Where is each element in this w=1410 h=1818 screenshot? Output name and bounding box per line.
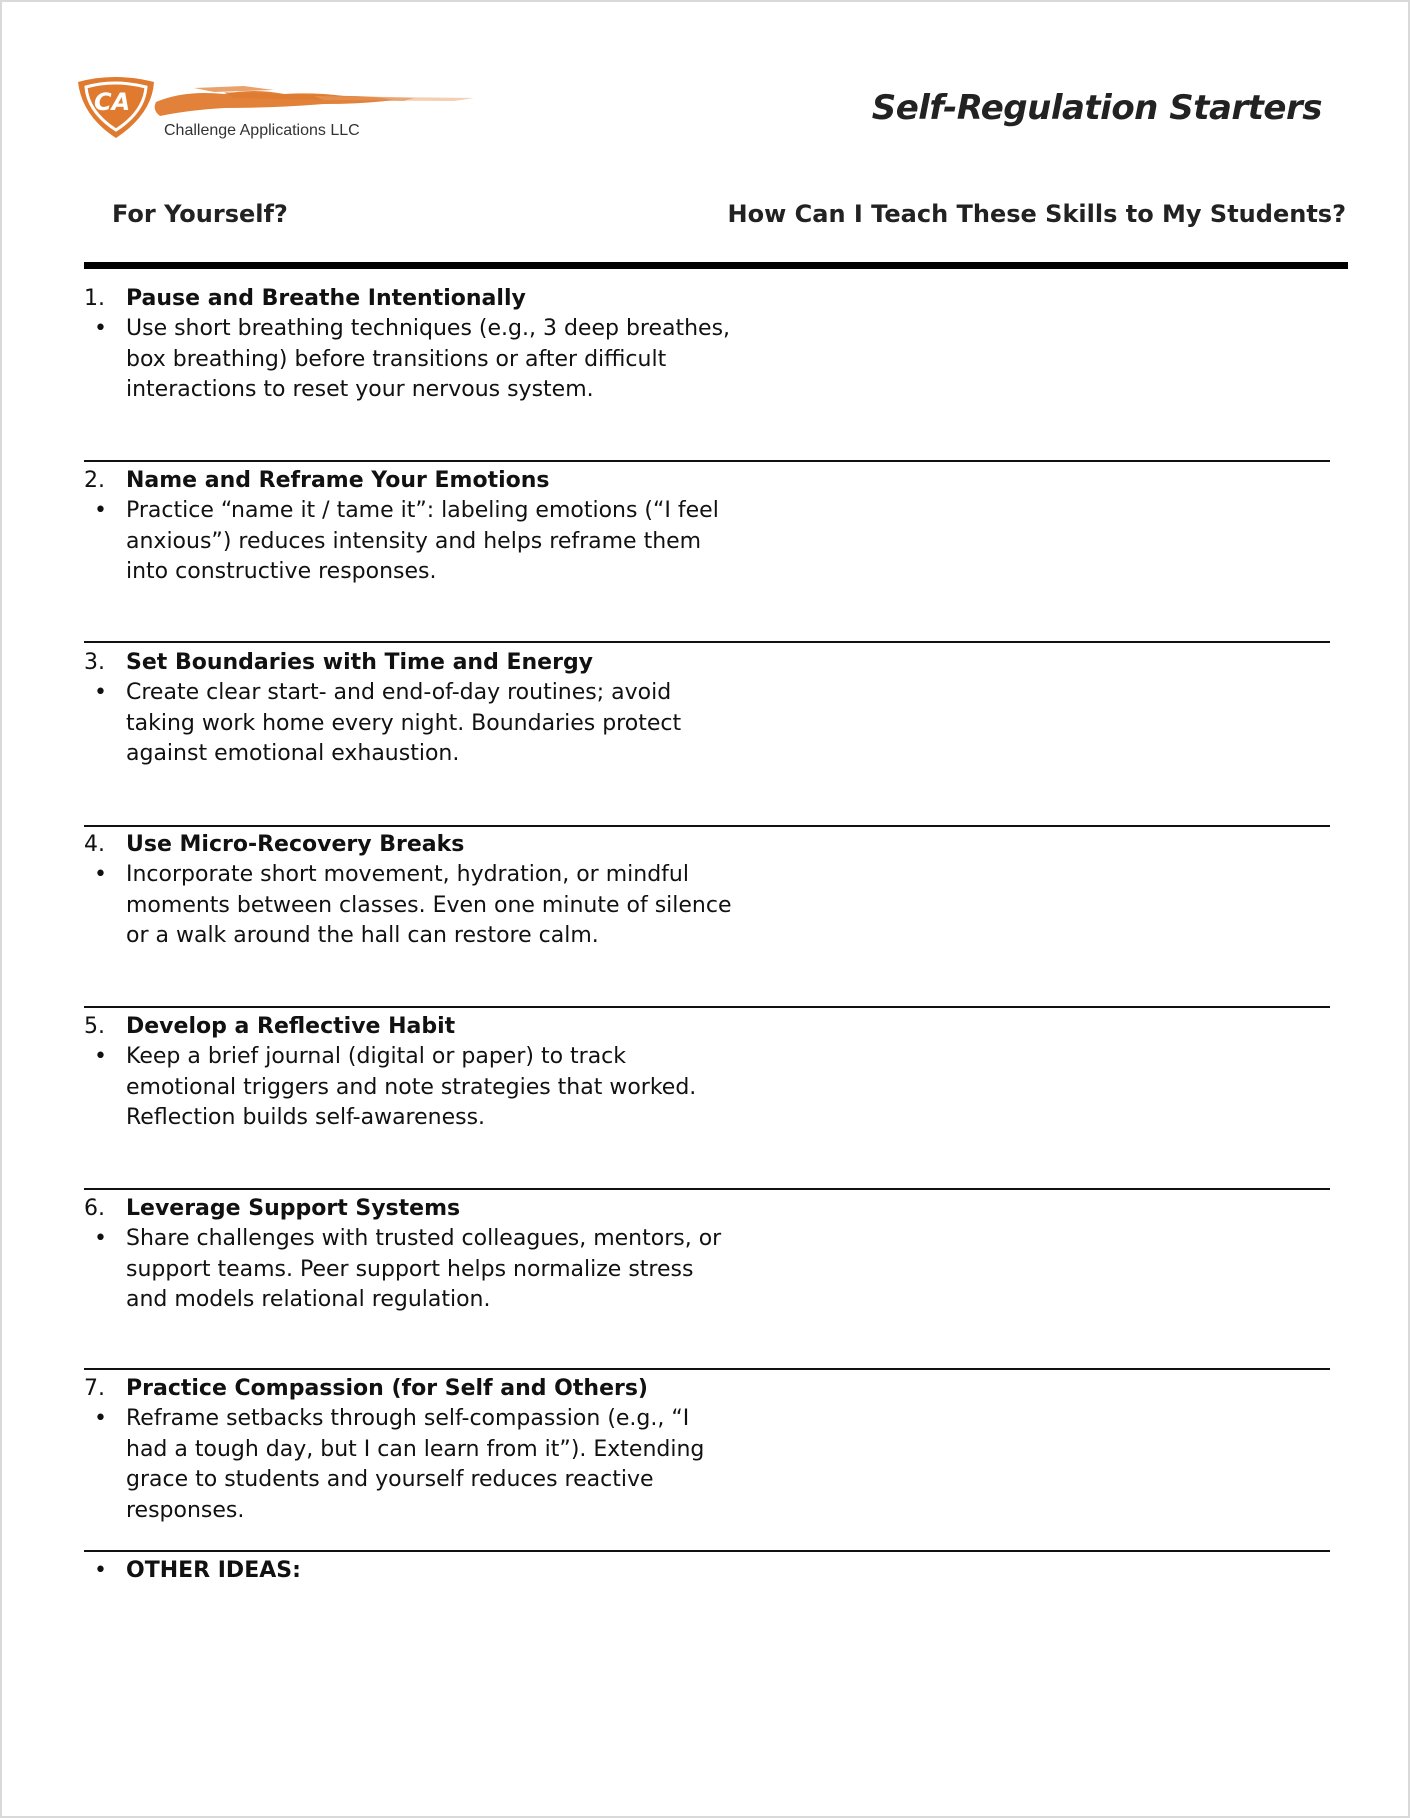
- section-divider: [84, 641, 1330, 643]
- item-number: 2.: [84, 468, 105, 493]
- bullet-icon: •: [94, 316, 107, 341]
- item-bullet-text: Keep a brief journal (digital or paper) to track emotional triggers and note strategies that worked. Reflection builds self-awareness.: [126, 1044, 697, 1130]
- item-number: 6.: [84, 1196, 105, 1221]
- list-item: [84, 1194, 1330, 1370]
- section-divider: [84, 1006, 1330, 1008]
- bullet-icon: •: [94, 1558, 107, 1583]
- item-bullet-text: Practice “name it / tame it”: labeling emotions (“I feel anxious”) reduces intensity and helps reframe them into constructive responses.: [126, 498, 719, 584]
- page-title: Self-Regulation Starters: [871, 88, 1322, 128]
- item-bullet: [94, 496, 734, 588]
- header-divider: [84, 262, 1348, 269]
- item-title-text: Pause and Breathe Intentionally: [126, 286, 526, 311]
- item-bullet-text: Incorporate short movement, hydration, or mindful moments between classes. Even one minute of silence or a walk around the hall can restore calm.: [126, 862, 732, 948]
- bullet-icon: •: [94, 1226, 107, 1251]
- item-title: [84, 1012, 455, 1042]
- bullet-icon: •: [94, 498, 107, 523]
- item-bullet: [94, 860, 734, 952]
- item-bullet: [94, 1042, 734, 1134]
- item-number: 7.: [84, 1376, 105, 1401]
- bullet-icon: •: [94, 680, 107, 705]
- item-title: [84, 466, 550, 496]
- other-ideas-label: [94, 1556, 301, 1586]
- item-bullet: [94, 314, 734, 406]
- bullet-icon: •: [94, 862, 107, 887]
- item-number: 1.: [84, 286, 105, 311]
- left-column-heading: For Yourself?: [112, 200, 288, 228]
- item-bullet-text: Reframe setbacks through self-compassion (e.g., “I had a tough day, but I can learn from it”). Extending grace to students and yourself reduces reactive responses.: [126, 1406, 705, 1523]
- item-title-text: Develop a Reflective Habit: [126, 1014, 456, 1039]
- item-number: 4.: [84, 832, 105, 857]
- item-bullet: [94, 1224, 734, 1316]
- list-item: [84, 830, 1330, 1008]
- item-title-text: Leverage Support Systems: [126, 1196, 461, 1221]
- bullet-icon: •: [94, 1044, 107, 1069]
- list-item: [84, 1012, 1330, 1190]
- item-number: 3.: [84, 650, 105, 675]
- company-name: Challenge Applications LLC: [164, 122, 360, 139]
- item-bullet: [94, 678, 734, 770]
- section-divider: [84, 1188, 1330, 1190]
- list-item: [84, 466, 1330, 643]
- item-title: [84, 1194, 460, 1224]
- logo-initials: CA: [94, 88, 131, 116]
- item-title: [84, 648, 593, 678]
- section-divider: [84, 1368, 1330, 1370]
- right-column-heading: How Can I Teach These Skills to My Students?: [727, 200, 1346, 228]
- item-title-text: Use Micro-Recovery Breaks: [126, 832, 465, 857]
- item-title: [84, 1374, 648, 1404]
- list-item: [84, 284, 1330, 462]
- bullet-icon: •: [94, 1406, 107, 1431]
- section-divider: [84, 460, 1330, 462]
- list-item: [84, 1374, 1330, 1552]
- item-title-text: Set Boundaries with Time and Energy: [126, 650, 594, 675]
- item-bullet-text: Create clear start- and end-of-day routines; avoid taking work home every night. Boundaries protect against emotional exhaustion.: [126, 680, 682, 766]
- list-item: [84, 648, 1330, 827]
- item-title-text: Name and Reframe Your Emotions: [126, 468, 550, 493]
- item-number: 5.: [84, 1014, 105, 1039]
- company-logo: [74, 74, 474, 146]
- item-title-text: Practice Compassion (for Self and Others): [126, 1376, 648, 1401]
- section-divider: [84, 825, 1330, 827]
- item-bullet-text: Share challenges with trusted colleagues, mentors, or support teams. Peer support helps normalize stress and models relational regulation.: [126, 1226, 722, 1312]
- section-divider: [84, 1550, 1330, 1552]
- item-bullet: [94, 1404, 734, 1526]
- item-bullet-text: Use short breathing techniques (e.g., 3 deep breathes, box breathing) before transitions or after difficult interactions to reset your nervous system.: [126, 316, 731, 402]
- other-ideas-text: OTHER IDEAS:: [126, 1558, 301, 1583]
- item-title: [84, 830, 464, 860]
- item-title: [84, 284, 526, 314]
